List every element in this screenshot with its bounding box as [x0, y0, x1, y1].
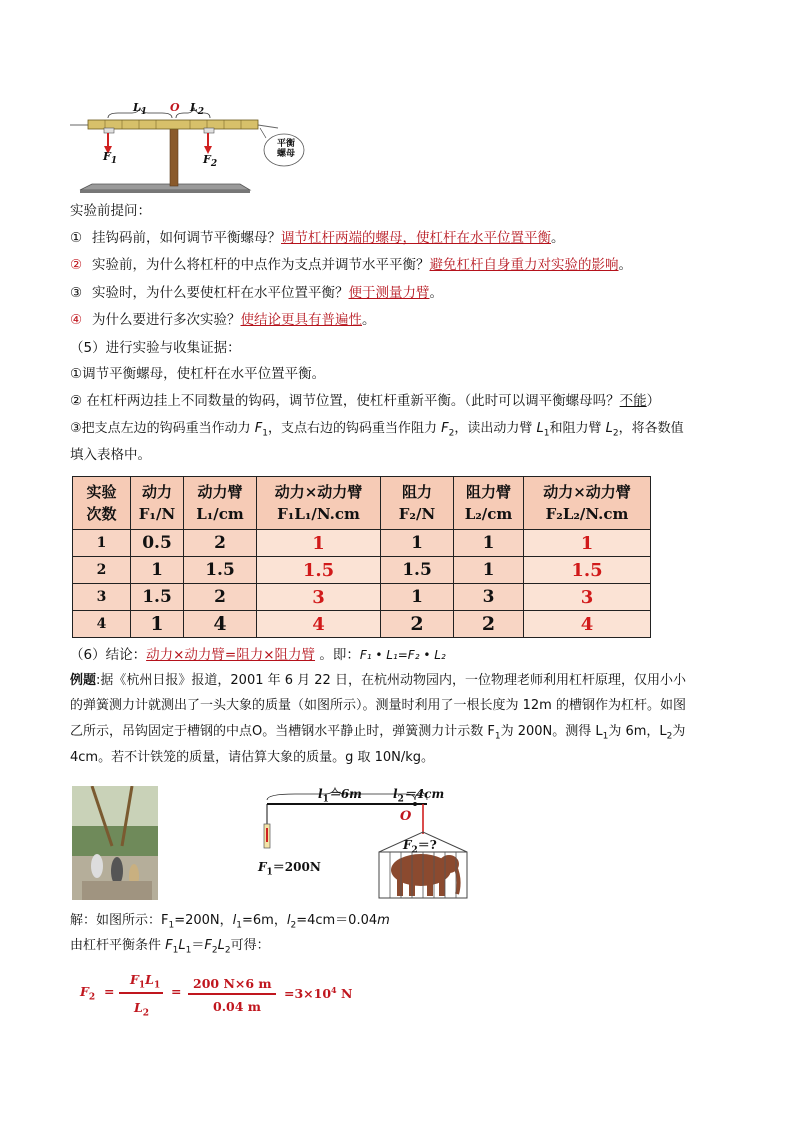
header-effort: 动力 F₁/N [131, 477, 184, 530]
question-3: ③ 实验时，为什么要使杠杆在水平位置平衡？便于测量力臂。 [70, 285, 443, 301]
solution-line-2: 由杠杆平衡条件 $F_1L_1=F_2L_2$可得： [70, 938, 270, 956]
step5-item-3: ③把支点左边的钩码重当作动力 $F_1$，支点右边的钩码重当作阻力 $F_2$，读出动力臂 $L_1$和阻力臂 $L_2$，将各数值 [70, 421, 684, 439]
pre-questions-heading: 实验前提问： [70, 203, 151, 219]
table-cell: 2 [454, 611, 524, 638]
table-cell: 4 [257, 611, 381, 638]
header-load-product: 动力×动力臂 F₂L₂/N.cm [524, 477, 651, 530]
solution-line-1: 解：如图所示：$F_1=200N$，$l_1=6m$，$l_2=4cm=0.04m$ [70, 913, 390, 931]
table-cell: 3 [73, 584, 131, 611]
label-l2-value: $l_2=4cm$ [393, 787, 445, 805]
conclusion: （6）结论：动力×动力臂=阻力×阻力臂 。即：F₁ • L₁=F₂ • L₂ [70, 647, 446, 663]
eq-result: $=3\times 10^4$ N [284, 985, 353, 1002]
label-l1-value: $l_1=6m$ [318, 787, 362, 805]
table-cell: 3 [257, 584, 381, 611]
table-cell: 1 [454, 530, 524, 557]
eq-equals-1: = [104, 984, 115, 999]
eq-denominator: $L_2$ [134, 1000, 150, 1019]
example-line-3: 乙所示，吊钩固定于槽钢的中点O。当槽钢水平静止时，弹簧测力计示数 $F_1$为 200N。测得 $L_1$为 6m，$L_2$为 [70, 724, 686, 742]
step5-item-3-cont: 填入表格中。 [70, 447, 151, 463]
table-cell: 4 [184, 611, 257, 638]
example-line-4: 4cm。若不计铁笼的质量，请估算大象的质量。g 取 10N/kg。 [70, 750, 435, 765]
table-row [73, 557, 651, 584]
label-o: O [170, 101, 180, 114]
question-4: ④ 为什么要进行多次实验？使结论更具有普遍性。 [70, 312, 376, 328]
table-cell: 2 [184, 530, 257, 557]
label-f1: $F_1$ [103, 150, 118, 167]
step5-item-1: ①调节平衡螺母，使杠杆在水平位置平衡。 [70, 366, 326, 382]
question-2: ② 实验前，为什么将杠杆的中点作为支点并调节水平平衡？避免杠杆自身重力对实验的影响。 [70, 257, 632, 273]
header-effort-product: 动力×动力臂 F₁L₁/N.cm [257, 477, 381, 530]
header-load-arm: 阻力臂 L₂/cm [454, 477, 524, 530]
experiment-data-table [72, 476, 651, 638]
question-1: ① 挂钩码前，如何调节平衡螺母？调节杠杆两端的螺母，使杠杆在水平位置平衡。 [70, 230, 565, 246]
table-cell: 0.5 [131, 530, 184, 557]
table-cell: 2 [73, 557, 131, 584]
label-l1: $L_1$ [133, 101, 147, 118]
table-row [73, 611, 651, 638]
table-cell: 1 [524, 530, 651, 557]
table-cell: 1.5 [184, 557, 257, 584]
balance-nut-label: 平衡 螺母 [276, 139, 295, 159]
table-cell: 2 [381, 611, 454, 638]
table-cell: 1.5 [381, 557, 454, 584]
table-cell: 1 [73, 530, 131, 557]
table-cell: 1 [131, 611, 184, 638]
label-l2: $L_2$ [190, 101, 204, 118]
example-line-1: 例题:据《杭州日报》报道，2001 年 6 月 22 日，在杭州动物园内，一位物理老师利用杠杆原理，仅用小小 [70, 673, 686, 688]
eq-lhs: $F_2$ [80, 984, 96, 1003]
table-row [73, 530, 651, 557]
table-cell: 1 [454, 557, 524, 584]
table-header-row [73, 477, 651, 530]
table-cell: 2 [184, 584, 257, 611]
step5-heading: （5）进行实验与收集证据： [70, 340, 241, 356]
table-row [73, 584, 651, 611]
example-line-2: 的弹簧测力计就测出了一头大象的质量（如图所示）。测量时利用了一根长度为 12m 的槽钢作为杠杆。如图 [70, 698, 686, 713]
table-cell: 1.5 [257, 557, 381, 584]
table-cell: 3 [454, 584, 524, 611]
label-fulcrum-o: O [400, 809, 412, 824]
label-f2: $F_2$ [203, 153, 218, 170]
step5-item-2: ② 在杠杆两边挂上不同数量的钩码，调节位置，使杠杆重新平衡。（此时可以调平衡螺母吗？不能） [70, 393, 661, 409]
eq-numerator-values: 200 N×6 m [193, 976, 272, 991]
table-cell: 3 [524, 584, 651, 611]
zoo-photo [72, 786, 158, 900]
table-cell: 1 [381, 584, 454, 611]
label-f1-value: $F_1=200N$ [258, 860, 321, 878]
header-load: 阻力 F₂/N [381, 477, 454, 530]
eq-denominator-values: 0.04 m [213, 999, 262, 1014]
table-cell: 1.5 [131, 584, 184, 611]
eq-fraction-bar-2 [188, 993, 276, 995]
header-trial: 实验 次数 [73, 477, 131, 530]
table-cell: 1 [257, 530, 381, 557]
eq-fraction-bar-1 [119, 992, 163, 994]
table-cell: 4 [524, 611, 651, 638]
table-cell: 1 [381, 530, 454, 557]
table-cell: 1.5 [524, 557, 651, 584]
table-cell: 1 [131, 557, 184, 584]
eq-equals-2: = [171, 984, 182, 999]
header-effort-arm: 动力臂 L₁/cm [184, 477, 257, 530]
table-cell: 4 [73, 611, 131, 638]
eq-numerator: $F_1L_1$ [130, 972, 161, 991]
label-f2-value: $F_2=$? [403, 838, 437, 856]
